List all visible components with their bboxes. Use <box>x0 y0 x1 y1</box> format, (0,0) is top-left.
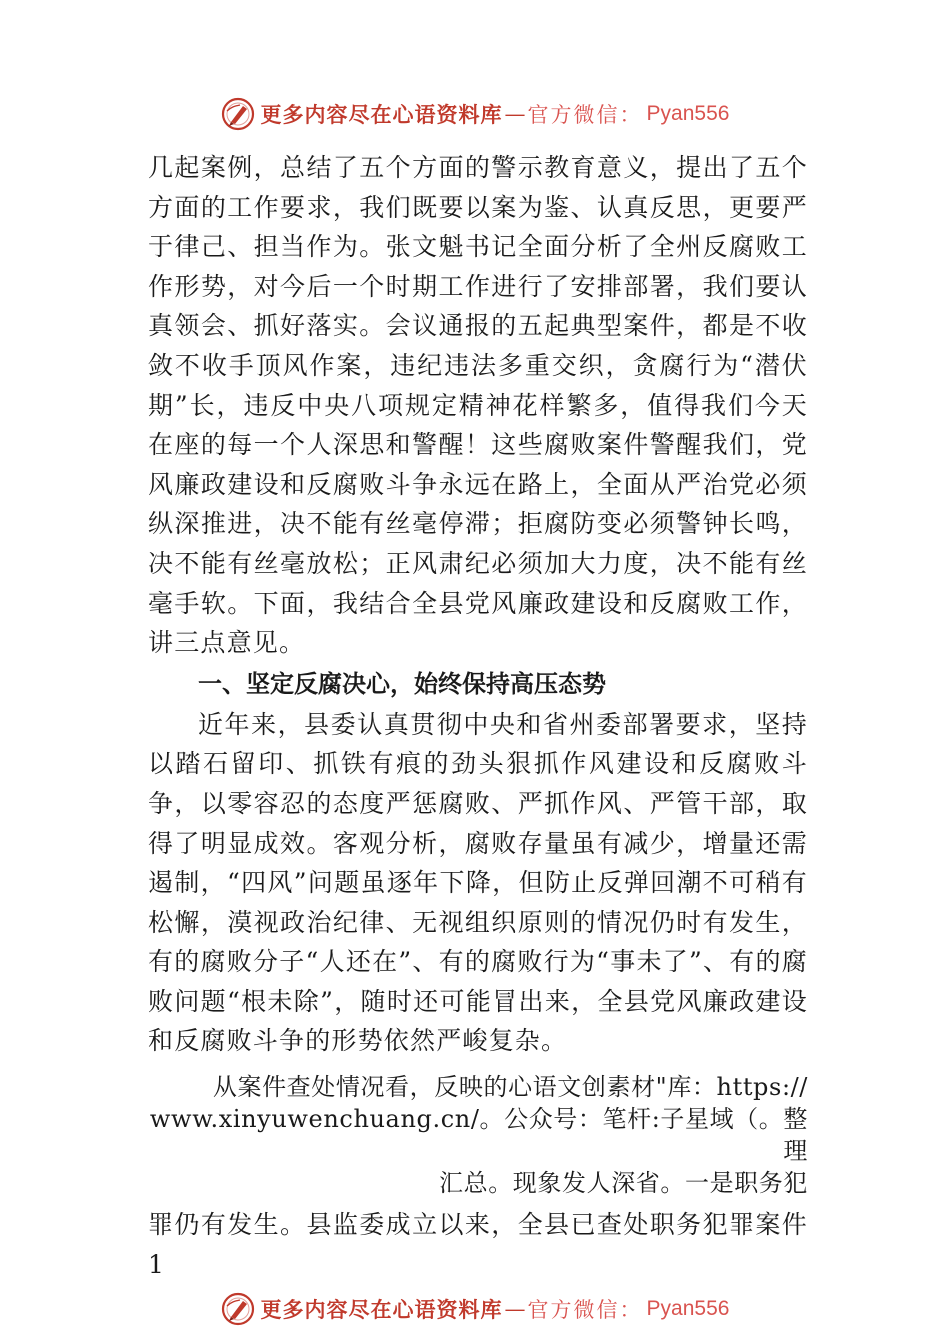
pen-nib-seal-icon <box>221 1292 255 1326</box>
promo-line-1: 从案件查处情况看，反映的心语文创素材"库：https:// <box>212 1073 808 1102</box>
banner-official-label: 官方微信： <box>527 103 643 127</box>
banner-brand-text: 更多内容尽在心语资料库 <box>260 102 503 127</box>
section-heading-1: 一、坚定反腐决心，始终保持高压态势 <box>198 669 606 698</box>
header-banner <box>0 94 950 134</box>
document-body <box>148 148 808 1285</box>
promo-line-2: www.xinyuwenchuang.cn/。公众号：笔杆:子星域（。整理 <box>149 1105 808 1166</box>
pen-nib-seal-icon <box>221 97 255 131</box>
banner-dash: — <box>504 102 526 126</box>
promo-block <box>148 1071 808 1199</box>
footer-brand-text: 更多内容尽在心语资料库 <box>260 1297 503 1322</box>
footer-wechat-id: Pyan556 <box>646 1297 730 1320</box>
footer-official-label: 官方微信： <box>527 1298 643 1322</box>
footer-dash: — <box>504 1297 526 1321</box>
banner-wechat-id: Pyan556 <box>646 102 730 125</box>
body-paragraph-1: 几起案例，总结了五个方面的警示教育意义，提出了五个方面的工作要求，我们既要以案为鉴、认真反思，更要严于律己、担当作为。张文魁书记全面分析了全州反腐败工作形势，对今后一个时期工作进行了安排部署，我们要认真领会、抓好落实。会议通报的五起典型案件，都是不收敛不收手顶风作案，违纪违法多重交织，贪腐行为“潜伏期”长，违反中央八项规定精神花样繁多，值得我们今天在座的每一个人深思和警醒！这些腐败案件警醒我们，党风廉政建设和反腐败斗争永远在路上，全面从严治党必须纵深推进，决不能有丝毫停滞；拒腐防变必须警钟长鸣，决不能有丝毫放松；正风肃纪必须加大力度，决不能有丝毫手软。下面，我结合全县党风廉政建设和反腐败工作，讲三点意见。 <box>148 153 808 658</box>
footer-banner <box>0 1289 950 1329</box>
body-paragraph-2: 近年来，县委认真贯彻中央和省州委部署要求，坚持以踏石留印、抓铁有痕的劲头狠抓作风建设和反腐败斗争，以零容忍的态度严惩腐败、严抓作风、严管干部，取得了明显成效。客观分析，腐败存量虽有减少，增量还需遏制，“四风”问题虽逐年下降，但防止反弹回潮不可稍有松懈，漠视政治纪律、无视组织原则的情况仍时有发生，有的腐败分子“人还在”、有的腐败行为“事未了”、有的腐败问题“根未除”，随时还可能冒出来，全县党风廉政建设和反腐败斗争的形势依然严峻复杂。 <box>148 709 808 1056</box>
promo-line-3: 汇总。现象发人深省。一是职务犯 <box>439 1169 808 1198</box>
body-paragraph-3: 罪仍有发生。县监委成立以来，全县已查处职务犯罪案件 1 <box>148 1210 808 1280</box>
